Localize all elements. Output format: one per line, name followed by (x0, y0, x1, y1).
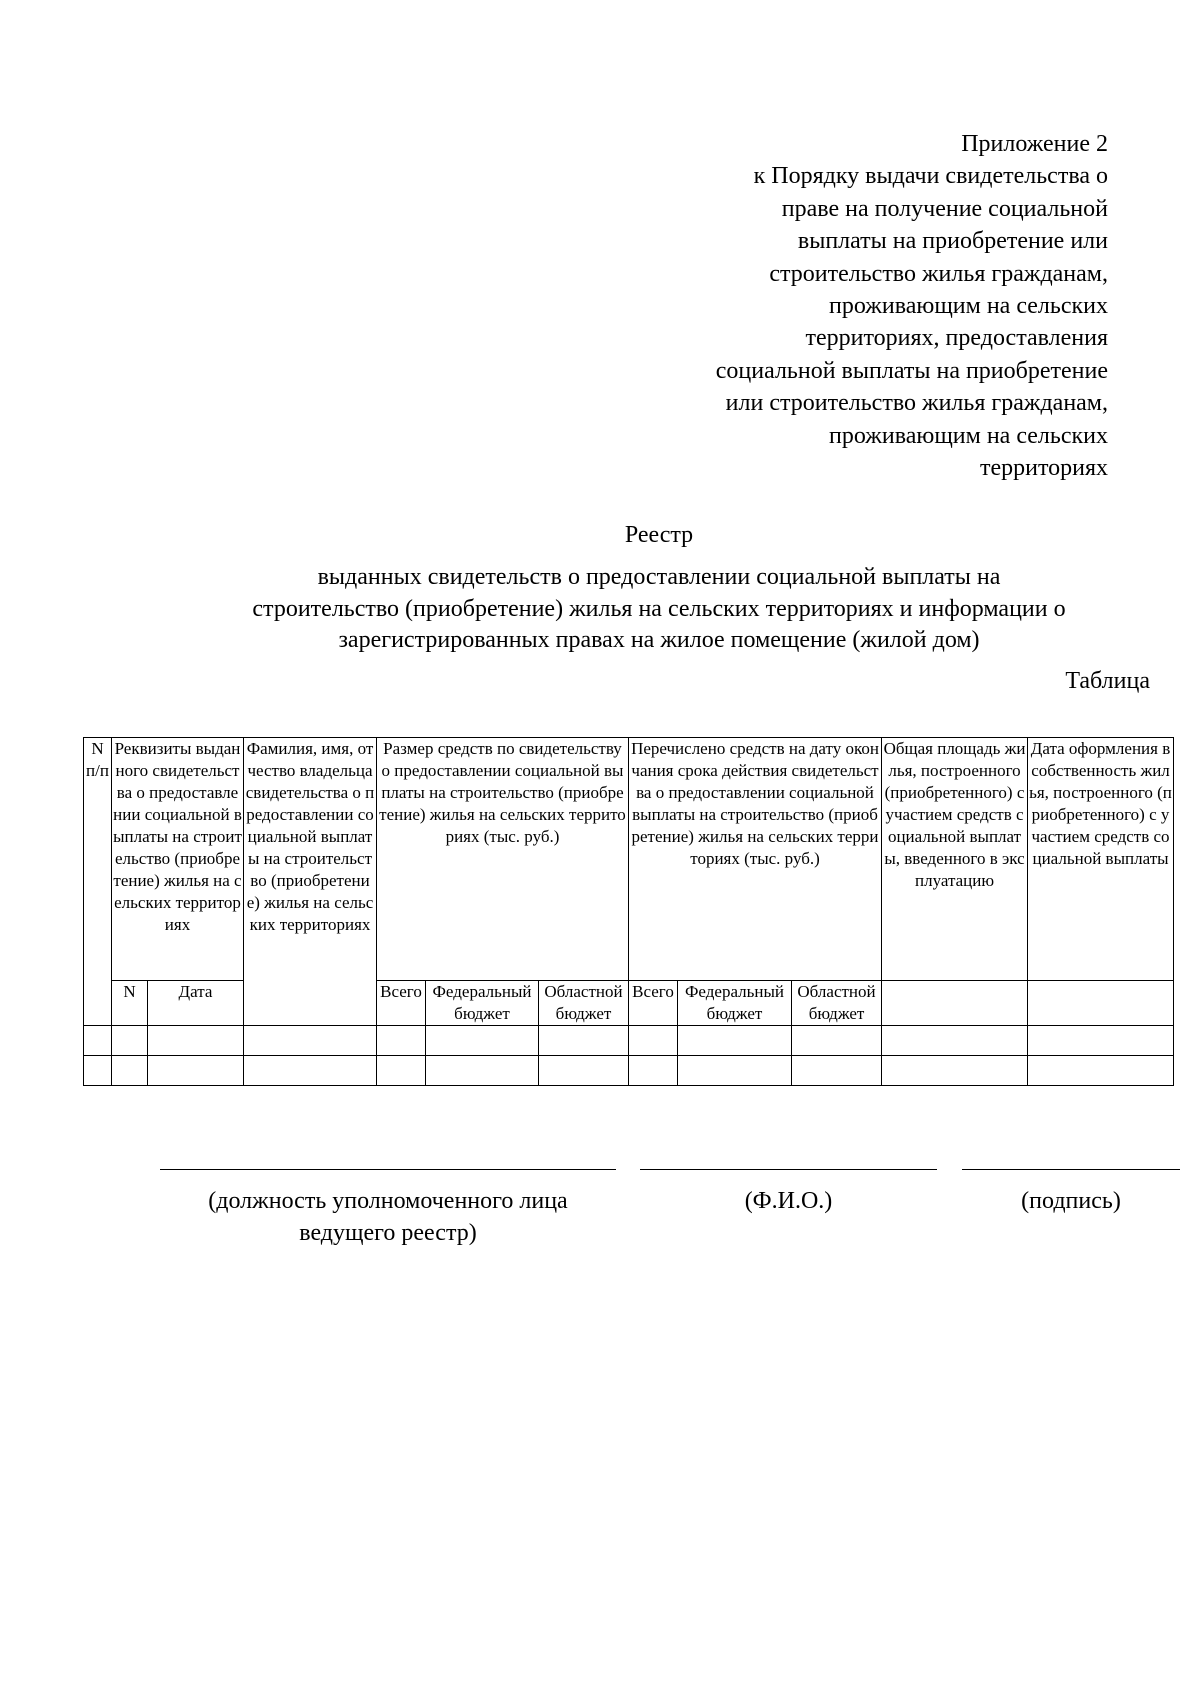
name-caption: (Ф.И.О.) (744, 1188, 833, 1214)
table-cell (882, 1056, 1028, 1086)
subheader-trans-regional: Областной бюджет (792, 981, 882, 1026)
appendix-line: выплаты на приобретение или (797, 228, 1108, 255)
appendix-line: строительство жилья гражданам, (769, 260, 1108, 287)
table-cell (377, 1026, 426, 1056)
table-cell (882, 1026, 1028, 1056)
table-cell (629, 1056, 678, 1086)
table-cell (539, 1026, 629, 1056)
subheader-trans-total: Всего (629, 981, 678, 1026)
subheader-ownership-empty (1028, 981, 1174, 1026)
table-cell (678, 1056, 792, 1086)
table-cell (84, 1056, 112, 1086)
table-cell (426, 1056, 539, 1086)
table-cell (629, 1026, 678, 1056)
table-cell (148, 1026, 244, 1056)
registry-subtitle-line: зарегистрированных правах на жилое помещение (жилой дом) (338, 627, 980, 653)
position-caption-line: ведущего реестр) (299, 1220, 477, 1246)
subheader-area-empty (882, 981, 1028, 1026)
table-label: Таблица (1065, 668, 1150, 694)
table-cell (678, 1026, 792, 1056)
registry-table (83, 737, 1174, 1086)
table-cell (792, 1026, 882, 1056)
table-cell (1028, 1056, 1174, 1086)
appendix-line: Приложение 2 (961, 131, 1108, 157)
table-cell (244, 1056, 377, 1086)
appendix-line: или строительство жилья гражданам, (725, 390, 1108, 417)
appendix-line: проживающим на сельских (829, 422, 1108, 449)
signature-caption: (подпись) (1021, 1188, 1121, 1214)
header-amount: Размер средств по свидетельству о предоставлении социальной выплаты на строительство (приобретение) жилья на сельских территориях (тыс. руб.) (377, 738, 629, 981)
registry-title: Реестр (624, 522, 694, 548)
table-cell (377, 1056, 426, 1086)
signature-line-position (160, 1169, 616, 1170)
subheader-cert-num: N (112, 981, 148, 1026)
signature-line-name (640, 1169, 937, 1170)
appendix-block (600, 128, 1108, 484)
header-num: N п/п (84, 738, 112, 1026)
table-cell (539, 1056, 629, 1086)
subheader-amount-regional: Областной бюджет (539, 981, 629, 1026)
table-row (84, 1026, 1174, 1056)
header-fio: Фамилия, имя, отчество владельца свидетельства о предоставлении социальной выплаты на строительство (приобретение) жилья на сельских территориях (244, 738, 377, 1026)
subheader-cert-date: Дата (148, 981, 244, 1026)
registry-subtitle-line: выданных свидетельств о предоставлении социальной выплаты на (317, 564, 1001, 590)
table-cell (426, 1026, 539, 1056)
registry-subtitle (130, 562, 1188, 657)
appendix-line: территориях, предоставления (805, 325, 1108, 352)
table-cell (244, 1026, 377, 1056)
signature-line-signature (962, 1169, 1180, 1170)
header-transferred: Перечислено средств на дату окончания срока действия свидетельства о предоставлении социальной выплаты на строительство (приобретение) жилья на сельских территориях (тыс. руб.) (629, 738, 882, 981)
appendix-line: проживающим на сельских (829, 293, 1108, 320)
subheader-amount-total: Всего (377, 981, 426, 1026)
header-ownership: Дата оформления в собственность жилья, построенного (приобретенного) с участием средств социальной выплаты (1028, 738, 1174, 981)
appendix-line: территориях (979, 455, 1108, 482)
table-cell (792, 1056, 882, 1086)
position-caption (160, 1185, 616, 1249)
table-cell (148, 1056, 244, 1086)
header-cert: Реквизиты выданного свидетельства о предоставлении социальной выплаты на строительство (приобретение) жилья на сельских территориях (112, 738, 244, 981)
appendix-line: праве на получение социальной (781, 195, 1108, 222)
table-row (84, 1056, 1174, 1086)
appendix-line: социальной выплаты на приобретение (715, 357, 1108, 384)
registry-subtitle-line: строительство (приобретение) жилья на сельских территориях и информации о (252, 595, 1066, 622)
subheader-trans-federal: Федеральный бюджет (678, 981, 792, 1026)
table-cell (84, 1026, 112, 1056)
table-header-row (84, 738, 1174, 981)
table-cell (1028, 1026, 1174, 1056)
position-caption-line: (должность уполномоченного лица (208, 1188, 568, 1214)
appendix-line: к Порядку выдачи свидетельства о (753, 163, 1108, 190)
table-cell (112, 1056, 148, 1086)
subheader-amount-federal: Федеральный бюджет (426, 981, 539, 1026)
header-area: Общая площадь жилья, построенного (приобретенного) с участием средств социальной выплаты, введенного в эксплуатацию (882, 738, 1028, 981)
table-cell (112, 1026, 148, 1056)
